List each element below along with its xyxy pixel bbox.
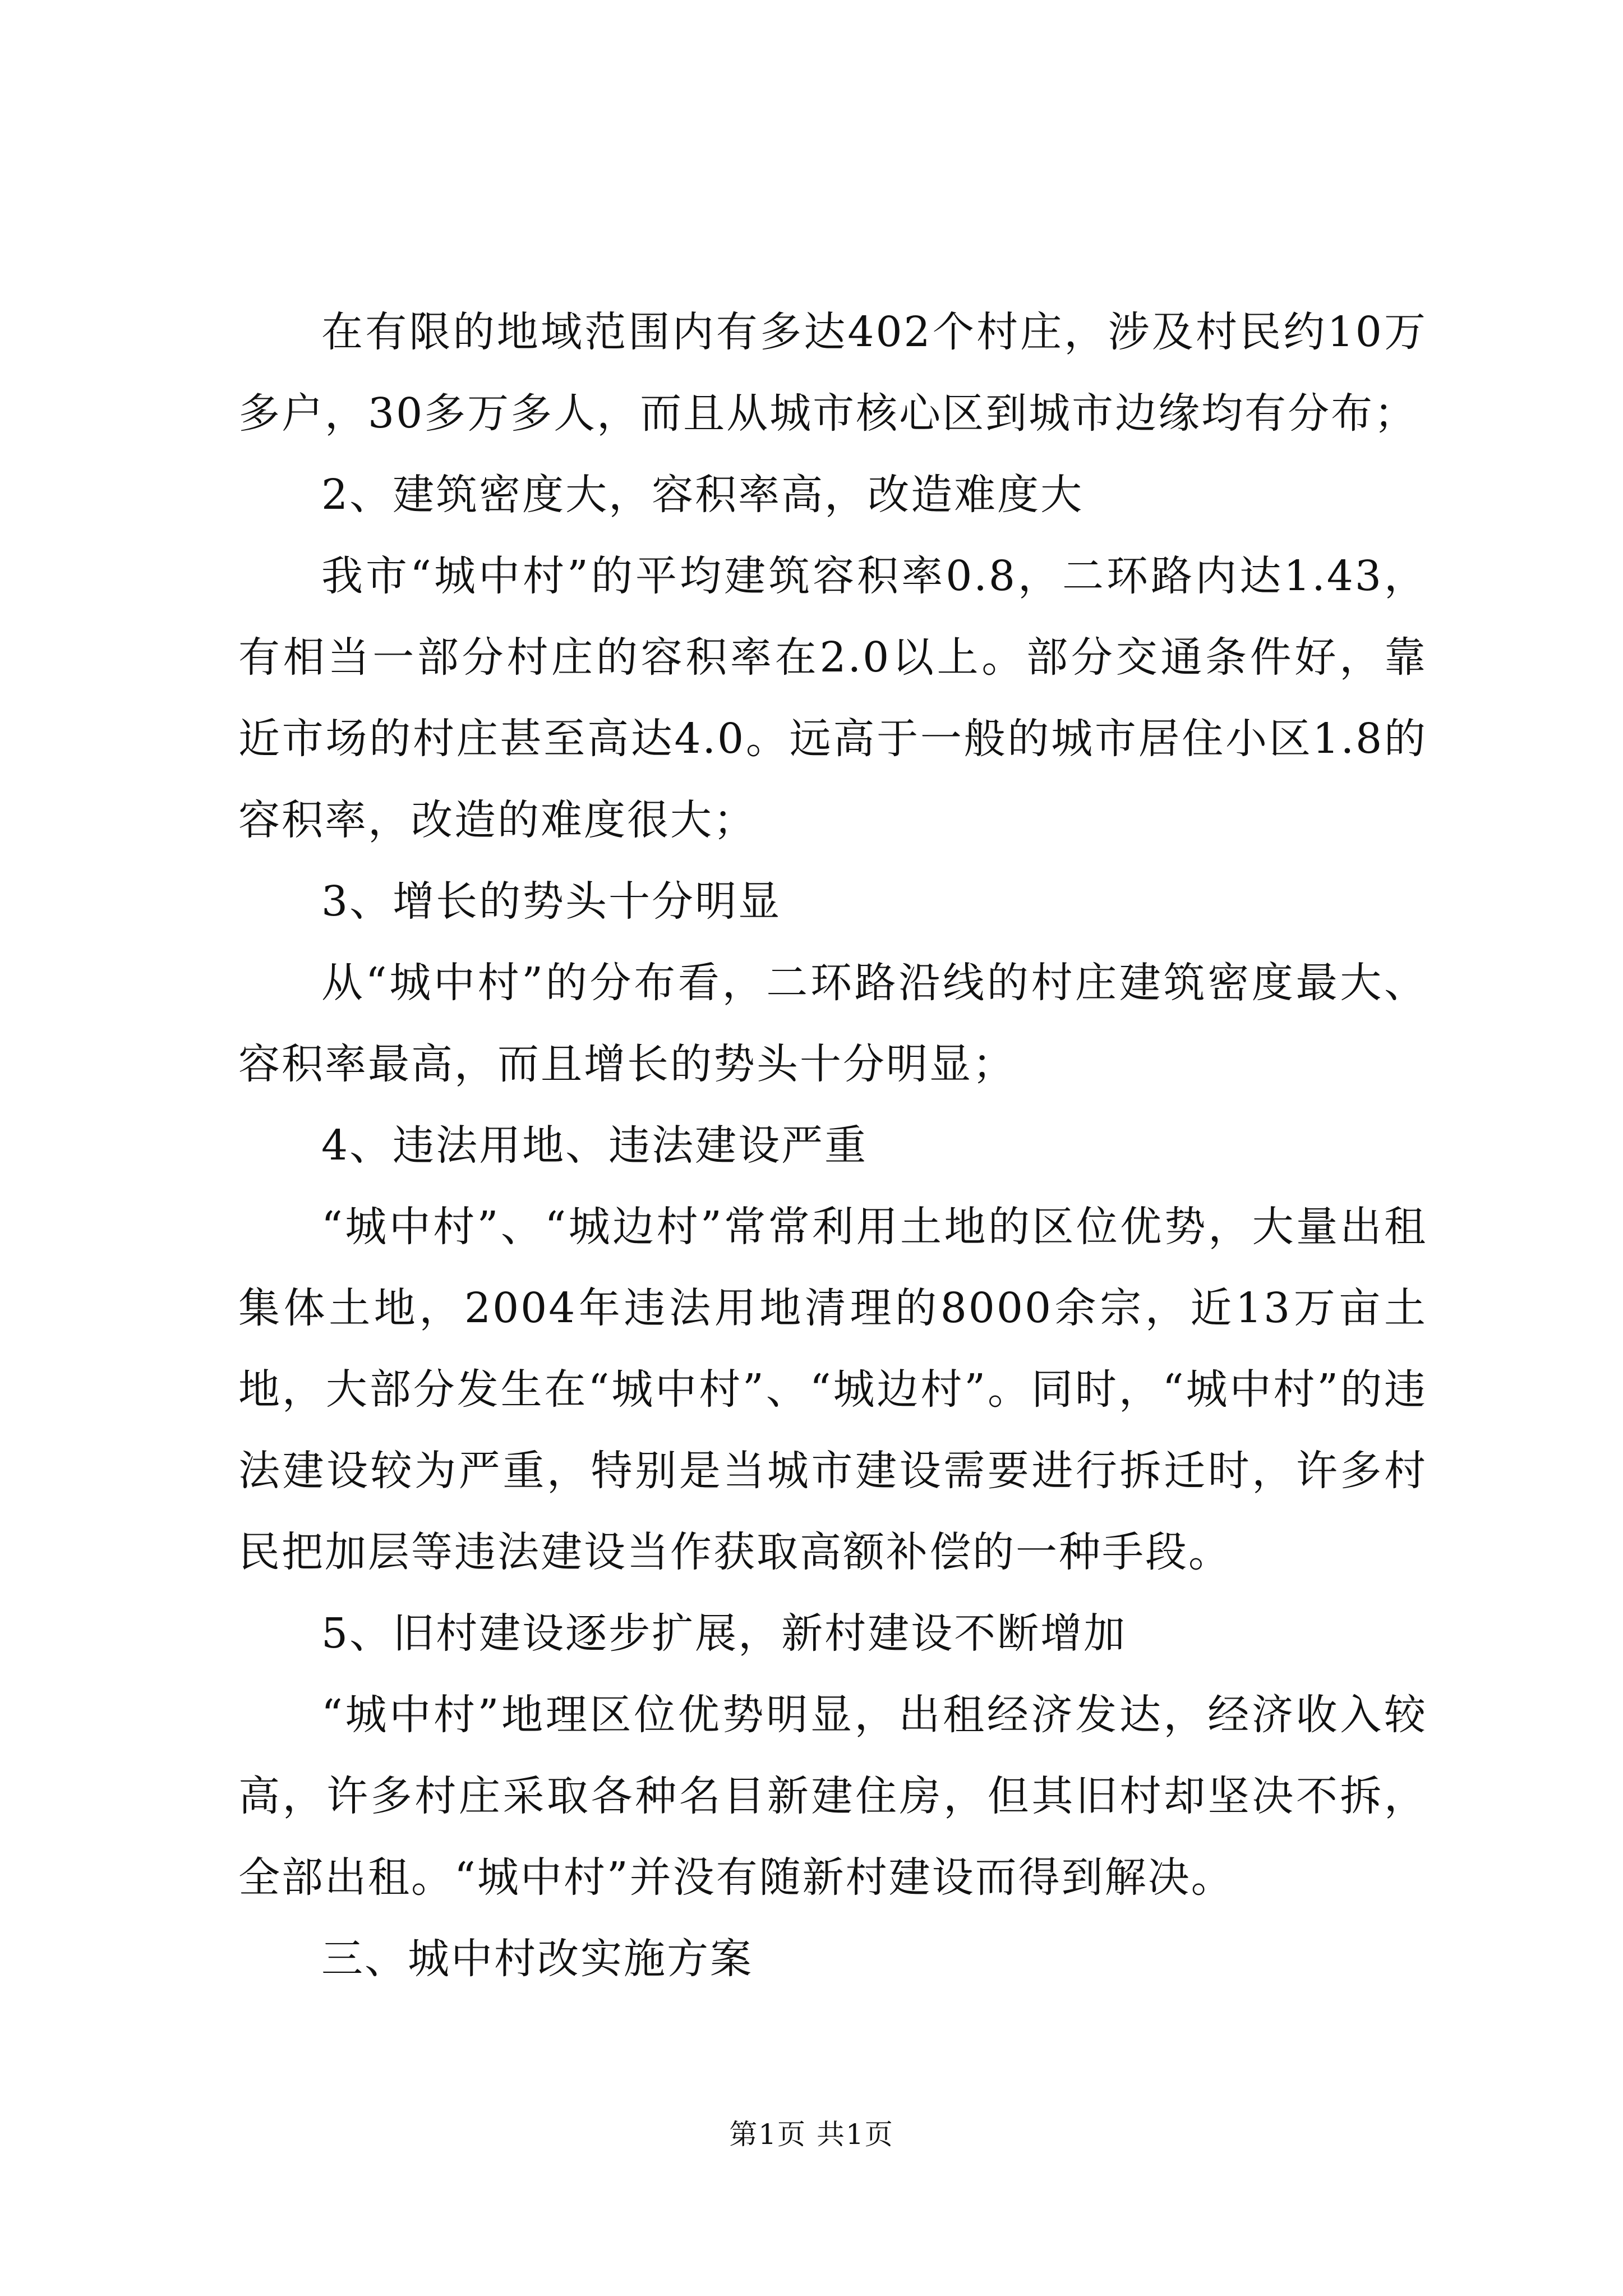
- paragraph-new-village-construction: “城中村”地理区位优势明显，出租经济发达，经济收入较高，许多村庄采取各种名目新建住房，但其旧村却坚决不拆，全部出租。“城中村”并没有随新村建设而得到解决。: [238, 1691, 1427, 1902]
- document-body: [238, 292, 1427, 2000]
- heading-illegal-construction: 4、违法用地、违法建设严重: [321, 1121, 868, 1170]
- paragraph-village-count: 在有限的地域范围内有多达402个村庄，涉及村民约10万多户，30多万多人，而且从城市核心区到城市边缘均有分布；: [238, 308, 1427, 438]
- paragraph-distribution: 从“城中村”的分布看，二环路沿线的村庄建筑密度最大、容积率最高，而且增长的势头十分明显；: [238, 959, 1427, 1088]
- heading-growth-trend: 3、增长的势头十分明显: [321, 877, 782, 926]
- heading-village-expansion: 5、旧村建设逐步扩展，新村建设不断增加: [321, 1609, 1127, 1658]
- heading-implementation-plan: 三、城中村改实施方案: [321, 1935, 753, 1983]
- page-number-footer: 第1页 共1页: [729, 2118, 894, 2151]
- paragraph-illegal-land-use: “城中村”、“城边村”常常利用土地的区位优势，大量出租集体土地，2004年违法用地清理的8000余宗，近13万亩土地，大部分发生在“城中村”、“城边村”。同时，“城中村”的违法建设较为严重，特别是当城市建设需要进行拆迁时，许多村民把加层等违法建设当作获取高额补偿的一种手段。: [238, 1203, 1427, 1576]
- heading-building-density: 2、建筑密度大，容积率高，改造难度大: [321, 471, 1084, 519]
- paragraph-floor-area-ratio: 我市“城中村”的平均建筑容积率0.8，二环路内达1.43，有相当一部分村庄的容积率在2.0以上。部分交通条件好，靠近市场的村庄甚至高达4.0。远高于一般的城市居住小区1.8的容积率，改造的难度很大；: [238, 552, 1427, 844]
